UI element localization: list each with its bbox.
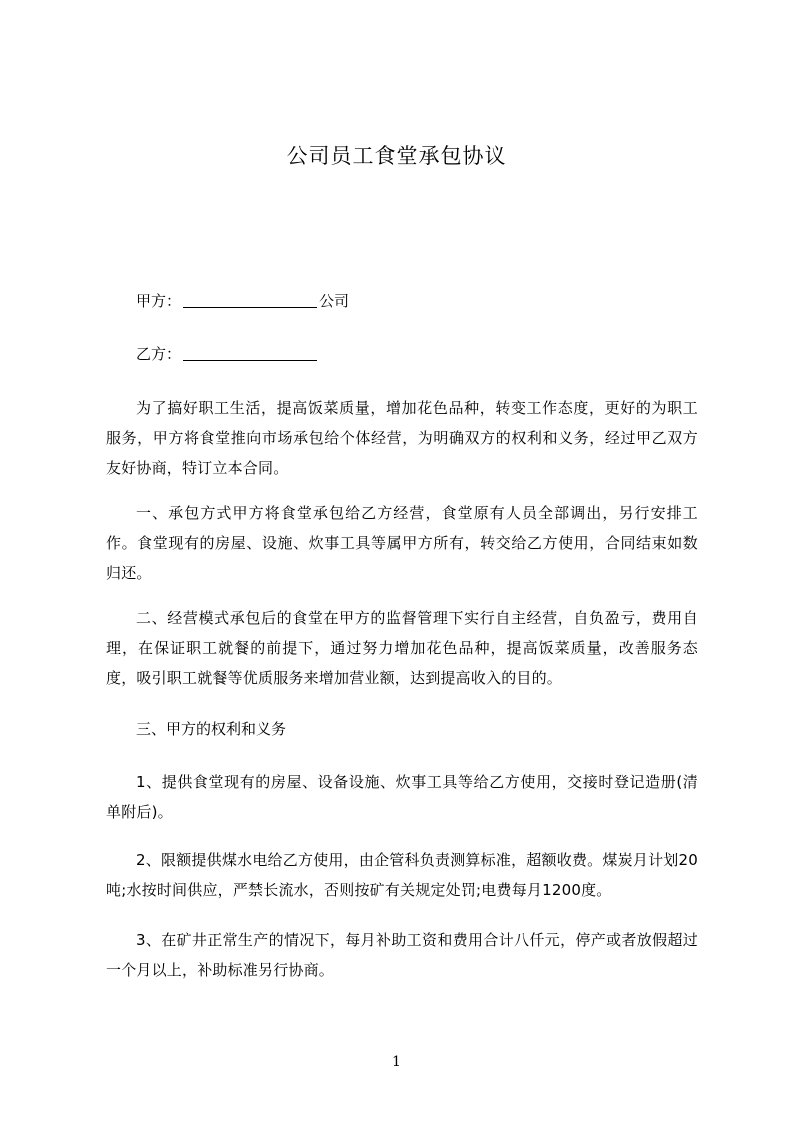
section-2-paragraph: 二、经营模式承包后的食堂在甲方的监督管理下实行自主经营，自负盈亏，费用自理，在保证职工就餐的前提下，通过努力增加花色品种，提高饭菜质量，改善服务态度，吸引职工就餐等优质服务来增加营业额，达到提高收入的目的。 [106,609,698,687]
party-b-blank [183,344,317,361]
section-3-item-1: 1、提供食堂现有的房屋、设备设施、炊事工具等给乙方使用，交接时登记造册(清单附后)。 [106,773,698,821]
party-a-line [136,290,349,312]
section-3-heading: 三、甲方的权利和义务 [136,720,287,738]
party-a-suffix: 公司 [319,292,350,310]
party-a-blank [183,291,317,308]
document-title: 公司员工食堂承包协议 [286,144,507,168]
page-number: 1 [392,1054,401,1070]
section-3-item-2: 2、限额提供煤水电给乙方使用，由企管科负责测算标准，超额收费。煤炭月计划20吨;水按时间供应，严禁长流水，否则按矿有关规定处罚;电费每月1200度。 [106,851,698,899]
party-a-label: 甲方： [136,292,182,310]
party-b-line [136,343,319,365]
party-b-label: 乙方： [136,345,182,363]
section-3-item-3: 3、在矿井正常生产的情况下，每月补助工资和费用合计八仟元，停产或者放假超过一个月以上，补助标准另行协商。 [106,931,698,979]
intro-paragraph: 为了搞好职工生活，提高饭菜质量，增加花色品种，转变工作态度，更好的为职工服务，甲方将食堂推向市场承包给个体经营，为明确双方的权利和义务，经过甲乙双方友好协商，特订立本合同。 [106,399,698,477]
section-1-paragraph: 一、承包方式甲方将食堂承包给乙方经营，食堂原有人员全部调出，另行安排工作。食堂现有的房屋、设施、炊事工具等属甲方所有，转交给乙方使用，合同结束如数归还。 [106,504,698,582]
